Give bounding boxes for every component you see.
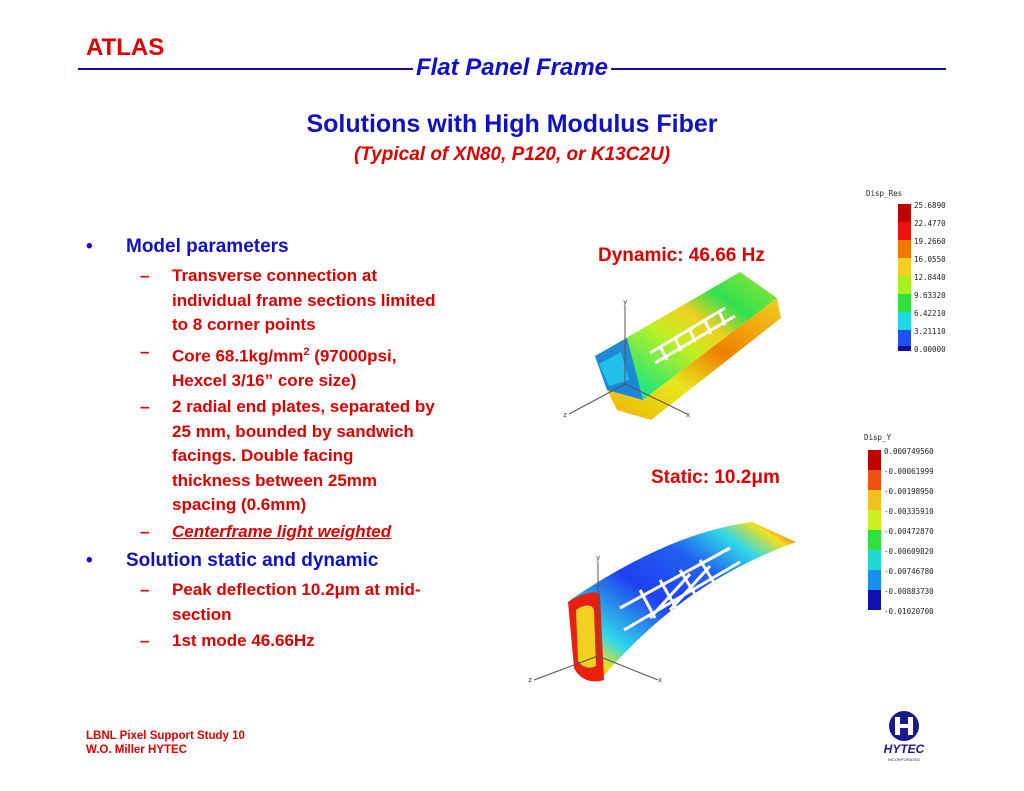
legend-disp-res-title: Disp_Res [866,189,903,198]
bullet-solution: • Solution static and dynamic [86,550,379,572]
legend-disp-y-value: -0.01020700 [884,607,934,616]
dynamic-axis-y-label: y [623,298,628,306]
atlas-brand: ATLAS [86,34,165,61]
legend-disp-res-value: 19.2660 [914,237,946,246]
footer [86,729,245,757]
legend-disp-res-bar [898,204,911,351]
sub-bullet-core: – Core $68.1kg/mm^2$ (97000psi, Hexcel 3/16” core size) [140,341,397,390]
legend-disp-res [862,186,962,362]
legend-disp-res-value: 0.00000 [914,345,946,354]
slide-subtitle: Solutions with High Modulus Fiber [306,110,718,138]
dynamic-axis-z-label: z [563,411,568,419]
static-caption: Static: 10.2μm [651,467,780,488]
hytec-logo [864,708,944,768]
legend-disp-res-value: 25.6890 [914,201,946,210]
hytec-logo-text: HYTEC [883,742,925,756]
dynamic-caption: Dynamic: 46.66 Hz [598,245,765,266]
sub-bullet-end-plates: – 2 radial end plates, separated by 25 mm, bounded by sandwich facings. Double facing thickness between 25mm spacing (0.6mm) [140,397,435,515]
legend-disp-res-value: 22.4770 [914,219,946,228]
bullet-label: Solution static and dynamic [126,550,379,572]
legend-disp-y-value: -0.00335910 [884,507,934,516]
legend-disp-res-value: 9.63320 [914,291,946,300]
slide-title-wrap [0,54,1024,82]
sub-bullet-centerframe: – Centerframe light weighted [140,521,392,541]
legend-disp-y-title: Disp_Y [864,433,892,442]
static-fea-plot [520,490,810,690]
slide-title: Flat Panel Frame [413,54,611,81]
dynamic-axis-x-label: x [686,411,691,419]
legend-disp-res-value: 3.21110 [914,327,946,336]
legend-disp-res-value: 16.0550 [914,255,946,264]
footer-line-1: LBNL Pixel Support Study 10 [86,730,245,742]
legend-disp-y-bar [868,450,881,610]
legend-disp-res-value: 12.8440 [914,273,946,282]
sub-bullet-peak-deflection: – Peak deflection 10.2μm at mid- section [140,580,421,624]
legend-disp-y-value: -0.00746780 [884,567,934,576]
static-axis-z-label: z [528,676,533,684]
static-axis-y-label: y [596,554,601,562]
slide-subtitle-note: (Typical of XN80, P120, or K13C2U) [353,144,671,165]
bullet-label: Model parameters [126,236,289,257]
static-axis-x-label: x [658,676,663,684]
bullet-model-parameters: • Model parameters [86,236,289,257]
dynamic-fea-plot [555,268,805,428]
footer-line-2: W.O. Miller HYTEC [86,744,187,756]
legend-disp-y-value: 0.000749560 [884,447,934,456]
sub-bullet-transverse: – Transverse connection at individual frame sections limited to 8 corner points [140,266,436,334]
hytec-logo-subtext: INCORPORATED [888,757,920,762]
bullet-list [86,236,506,656]
legend-disp-y [860,430,980,620]
legend-disp-res-value: 6.42210 [914,309,946,318]
legend-disp-y-value: -0.00609820 [884,547,934,556]
legend-disp-y-value: -0.00472870 [884,527,934,536]
legend-disp-y-value: -0.00061999 [884,467,934,476]
sub-bullet-first-mode: – 1st mode 46.66Hz [140,631,315,651]
static-panel [570,522,796,680]
legend-disp-y-value: -0.00198950 [884,487,934,496]
legend-disp-y-value: -0.00883730 [884,587,934,596]
